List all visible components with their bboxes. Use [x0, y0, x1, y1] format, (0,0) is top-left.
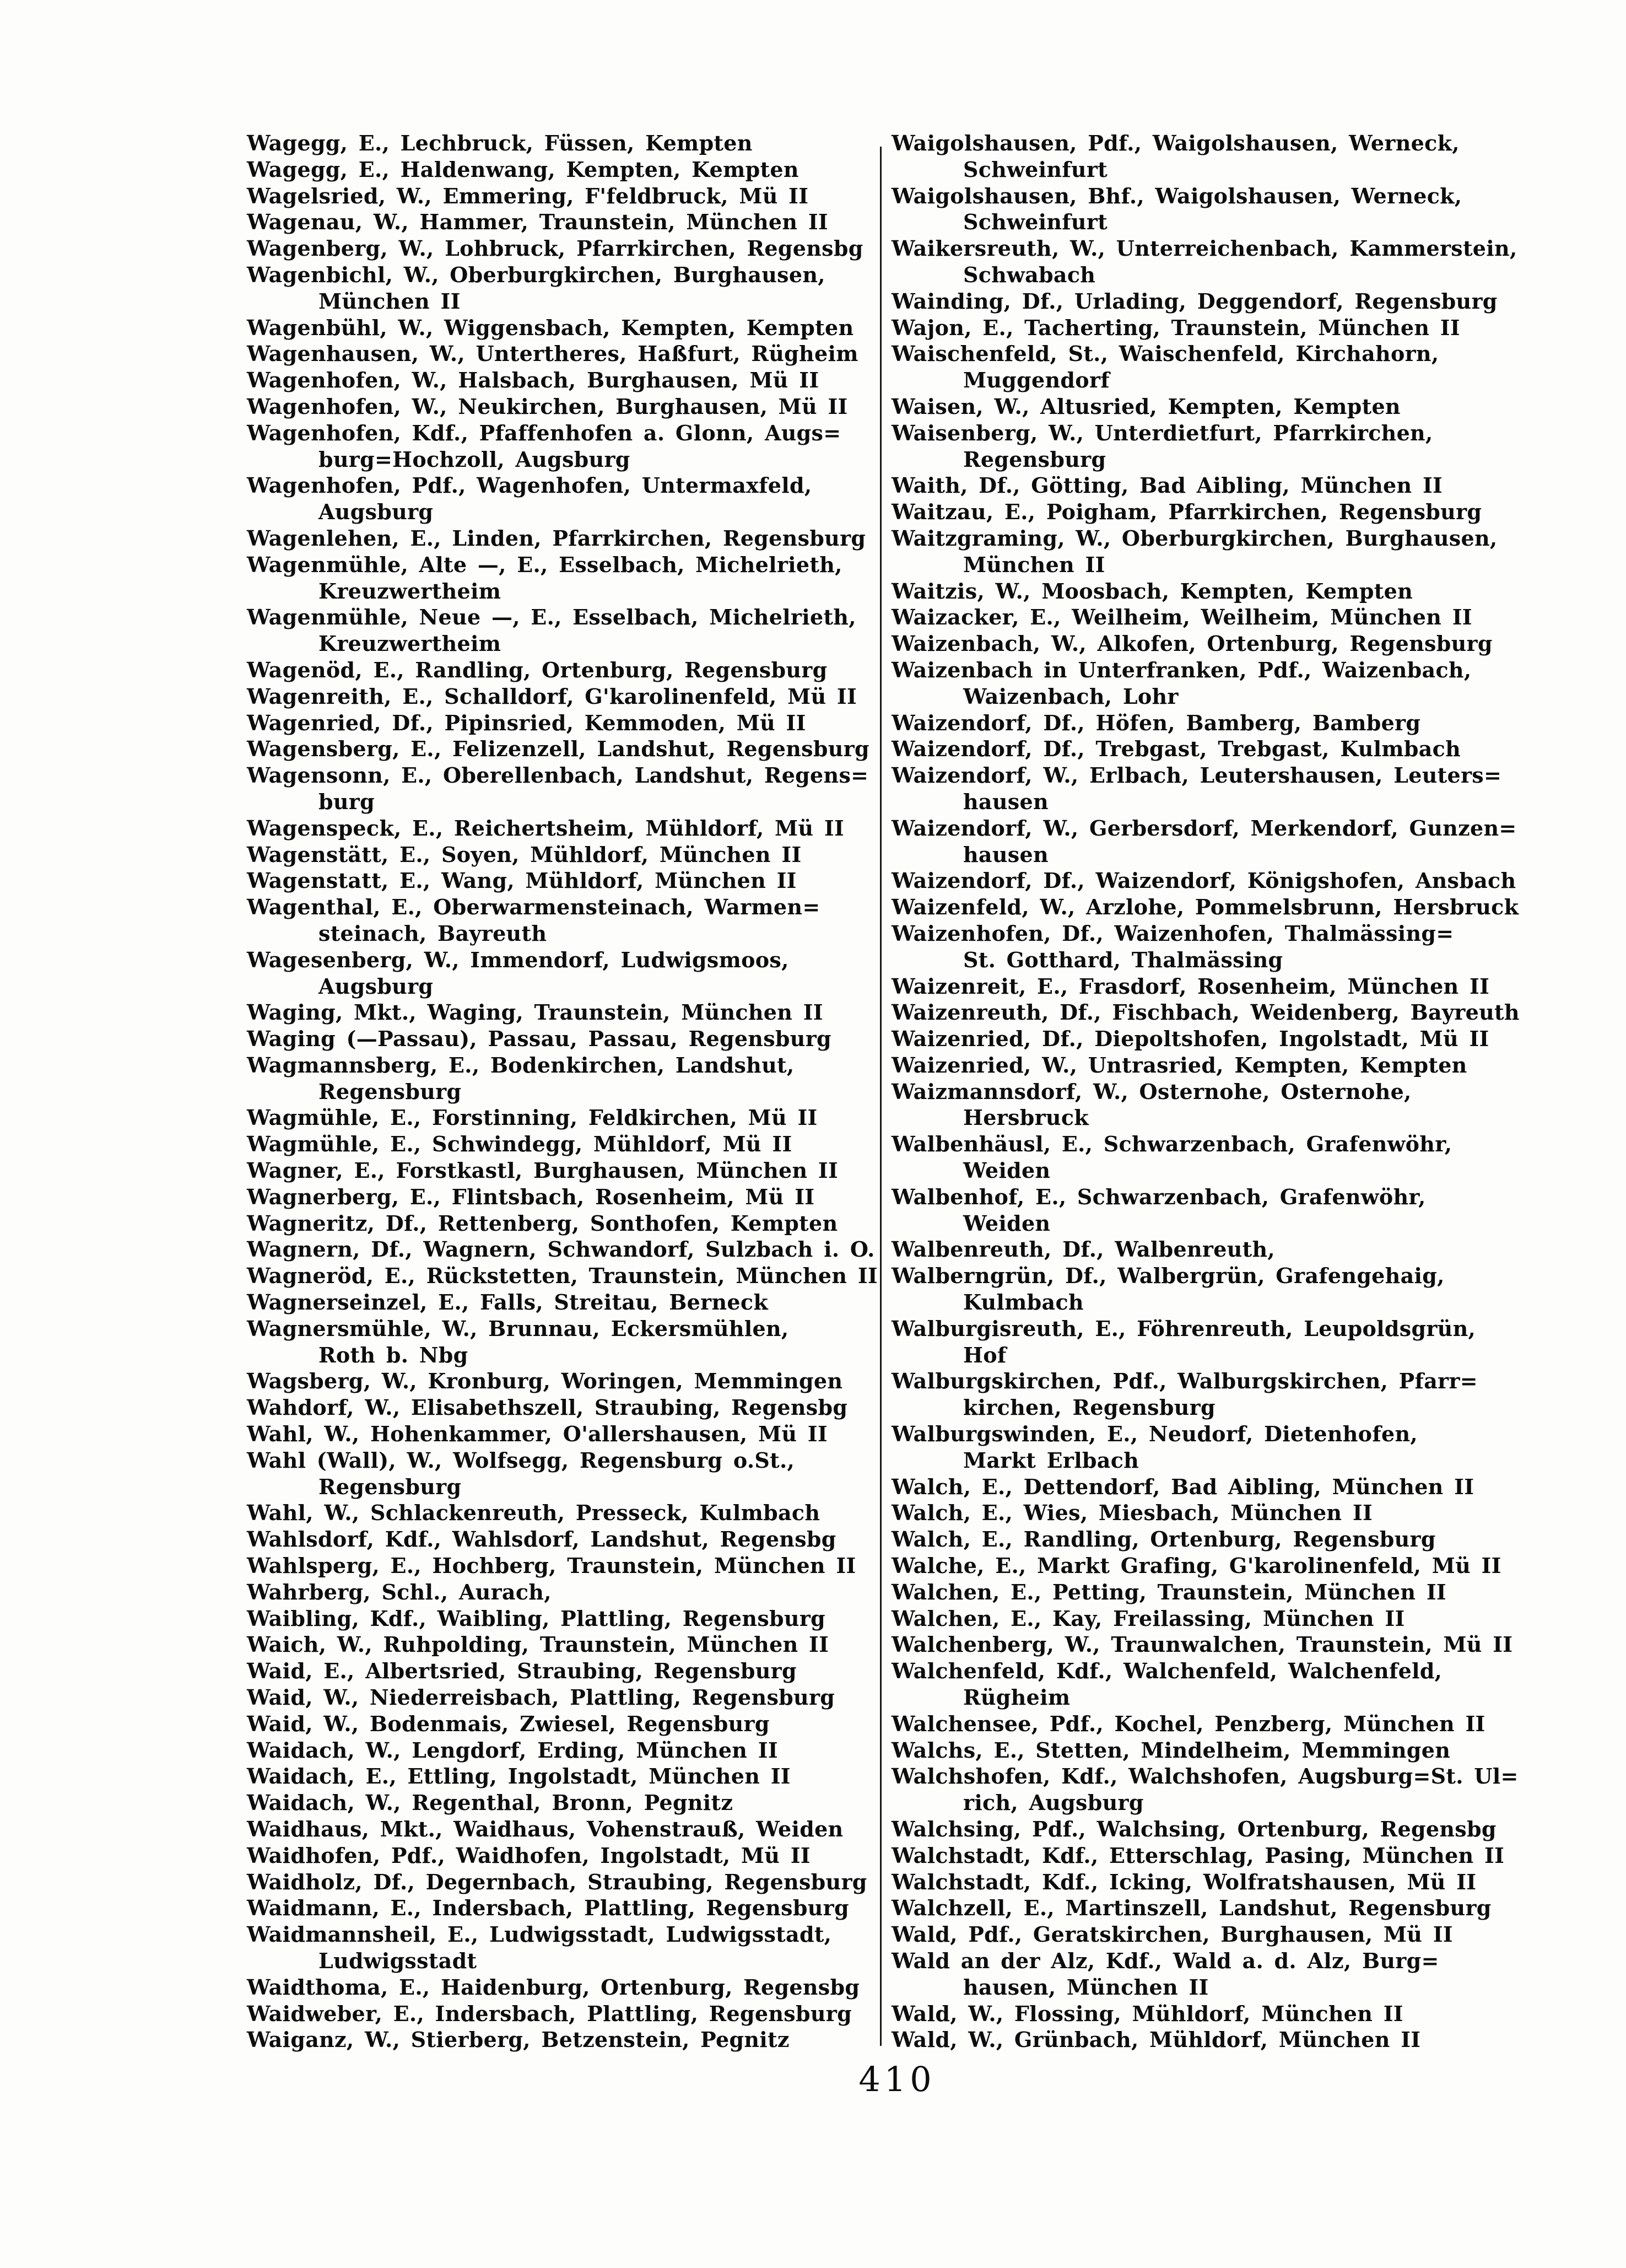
gazetteer-entry [247, 1553, 869, 1579]
gazetteer-entry [247, 420, 869, 473]
entry-first-line: Wagenau, W., Hammer, Traunstein, München II [247, 209, 828, 235]
entry-first-line: Walchstadt, Kdf., Etterschlag, Pasing, München II [892, 1843, 1505, 1868]
gazetteer-entry [247, 525, 869, 552]
entry-first-line: Walch, E., Wies, Miesbach, München II [892, 1500, 1373, 1526]
entry-first-line: Wald, W., Grünbach, Mühldorf, München II [892, 2027, 1421, 2052]
gazetteer-entry [247, 1895, 869, 1921]
entry-first-line: Wahl (Wall), W., Wolfsegg, Regensburg o.St., [247, 1447, 795, 1473]
gazetteer-entry [892, 1763, 1602, 1816]
gazetteer-entry [892, 1368, 1602, 1421]
entry-first-line: Wagelsried, W., Emmering, F'feldbruck, Mü II [247, 183, 809, 208]
entry-first-line: Waischenfeld, St., Waischenfeld, Kirchahorn, [892, 341, 1439, 367]
gazetteer-entry [892, 1631, 1602, 1658]
gazetteer-entry [247, 1816, 869, 1843]
entry-first-line: Wagenspeck, E., Reichertsheim, Mühldorf, Mü II [247, 815, 845, 841]
entry-first-line: Waid, W., Niederreisbach, Plattling, Regensburg [247, 1685, 835, 1710]
gazetteer-entry [892, 894, 1602, 920]
entry-first-line: Wagenlehen, E., Linden, Pfarrkirchen, Regensburg [247, 525, 866, 551]
entry-first-line: Walburgisreuth, E., Föhrenreuth, Leupoldsgrün, [892, 1316, 1476, 1341]
entry-continuation-line: rich, Augsburg [963, 1790, 1144, 1816]
entry-continuation-line: Schwabach [963, 262, 1096, 287]
entry-first-line: Waitzis, W., Moosbach, Kempten, Kempten [892, 578, 1413, 604]
entry-continuation-line: Waizenbach, Lohr [963, 683, 1179, 709]
entry-first-line: Wagnersmühle, W., Brunnau, Eckersmühlen, [247, 1316, 789, 1341]
entry-first-line: Waidhofen, Pdf., Waidhofen, Ingolstadt, Mü II [247, 1843, 811, 1868]
entry-continuation-line: Roth b. Nbg [318, 1342, 468, 1367]
entry-continuation-line: Regensburg [318, 1079, 462, 1104]
gazetteer-entry [892, 288, 1602, 315]
gazetteer-entry [892, 2001, 1602, 2027]
entry-first-line: Waizenried, W., Untrasried, Kempten, Kempten [892, 1052, 1467, 1078]
gazetteer-entry [247, 394, 869, 420]
entry-first-line: Walbenhof, E., Schwarzenbach, Grafenwöhr, [892, 1184, 1426, 1209]
entry-first-line: Waidmann, E., Indersbach, Plattling, Regensburg [247, 1895, 849, 1921]
gazetteer-entry [892, 1658, 1602, 1711]
gazetteer-entry [247, 130, 869, 157]
entry-first-line: Wagenhofen, Kdf., Pfaffenhofen a. Glonn, Augs= [247, 420, 841, 445]
entry-continuation-line: Augsburg [318, 499, 434, 525]
entry-continuation-line: kirchen, Regensburg [963, 1395, 1216, 1420]
entry-first-line: Waibling, Kdf., Waibling, Plattling, Regensburg [247, 1606, 826, 1631]
entry-first-line: Wagenhofen, W., Halsbach, Burghausen, Mü II [247, 368, 819, 393]
entry-first-line: Waizendorf, W., Erlbach, Leutershausen, Leuters= [892, 763, 1502, 788]
gazetteer-entry [247, 1157, 869, 1184]
gazetteer-entry [892, 1553, 1602, 1579]
entry-first-line: Waizacker, E., Weilheim, Weilheim, München II [892, 605, 1472, 630]
entry-continuation-line: Weiden [963, 1210, 1051, 1236]
gazetteer-entry [247, 157, 869, 183]
gazetteer-entry [247, 947, 869, 1000]
entry-first-line: Wagmannsberg, E., Bodenkirchen, Landshut, [247, 1052, 795, 1078]
gazetteer-entry [247, 604, 869, 657]
gazetteer-entry [247, 367, 869, 394]
gazetteer-entry [892, 1500, 1602, 1526]
gazetteer-entry [892, 762, 1602, 815]
gazetteer-entry [892, 1474, 1602, 1500]
entry-first-line: Wagenberg, W., Lohbruck, Pfarrkirchen, Regensbg [247, 236, 863, 261]
entry-first-line: Wagneritz, Df., Rettenberg, Sonthofen, Kempten [247, 1210, 838, 1236]
gazetteer-entry [247, 315, 869, 341]
gazetteer-entry [892, 710, 1602, 736]
entry-continuation-line: hausen [963, 842, 1049, 867]
entry-first-line: Wagner, E., Forstkastl, Burghausen, München II [247, 1158, 839, 1183]
entry-continuation-line: Kreuzwertheim [318, 631, 501, 656]
gazetteer-entry [892, 1263, 1602, 1316]
entry-first-line: Waizenfeld, W., Arzlohe, Pommelsbrunn, Hersbruck [892, 895, 1519, 920]
right-column [892, 130, 1602, 2053]
entry-first-line: Wagnerberg, E., Flintsbach, Rosenheim, Mü II [247, 1184, 815, 1209]
entry-first-line: Wagsberg, W., Kronburg, Woringen, Memmingen [247, 1369, 843, 1394]
entry-first-line: Waizmannsdorf, W., Osternohe, Osternohe, [892, 1079, 1412, 1104]
entry-first-line: Waisen, W., Altusried, Kempten, Kempten [892, 394, 1401, 419]
entry-first-line: Waizendorf, Df., Höfen, Bamberg, Bamberg [892, 710, 1421, 735]
gazetteer-entry [892, 973, 1602, 1000]
gazetteer-entry [247, 1658, 869, 1684]
gazetteer-entry [892, 1184, 1602, 1237]
entry-continuation-line: Regensburg [318, 1474, 462, 1499]
gazetteer-entry [247, 1790, 869, 1816]
entry-first-line: Waid, E., Albertsried, Straubing, Regensburg [247, 1658, 797, 1684]
gazetteer-entry [892, 341, 1602, 394]
gazetteer-entry [892, 1421, 1602, 1474]
gazetteer-entry [247, 235, 869, 262]
entry-first-line: Wagensberg, E., Felizenzell, Landshut, Regensburg [247, 736, 869, 762]
entry-first-line: Wagenreith, E., Schalldorf, G'karolinenfeld, Mü II [247, 683, 857, 709]
gazetteer-entry [247, 1316, 869, 1369]
left-column [247, 130, 878, 2053]
entry-first-line: Walche, E., Markt Grafing, G'karolinenfeld, Mü II [892, 1553, 1501, 1579]
column-divider-line [880, 147, 882, 2046]
gazetteer-entry [892, 1737, 1602, 1764]
gazetteer-entry [247, 710, 869, 736]
entry-first-line: Waitzgraming, W., Oberburgkirchen, Burghausen, [892, 525, 1498, 551]
gazetteer-entry [892, 525, 1602, 578]
gazetteer-entry [247, 868, 869, 894]
entry-continuation-line: Kulmbach [963, 1290, 1084, 1315]
page-number: 410 [858, 2059, 936, 2099]
entry-first-line: Waiganz, W., Stierberg, Betzenstein, Pegnitz [247, 2027, 790, 2052]
gazetteer-entry [892, 2027, 1602, 2053]
gazetteer-entry [247, 999, 869, 1026]
entry-first-line: Wahlsperg, E., Hochberg, Traunstein, München II [247, 1553, 856, 1579]
gazetteer-entry [247, 472, 869, 525]
entry-first-line: Wagenhofen, Pdf., Wagenhofen, Untermaxfeld, [247, 473, 812, 498]
gazetteer-entry [892, 1869, 1602, 1895]
gazetteer-entry [892, 183, 1602, 236]
entry-first-line: Walchstadt, Kdf., Icking, Wolfratshausen, Mü II [892, 1869, 1477, 1894]
entry-first-line: Waidach, W., Regenthal, Bronn, Pegnitz [247, 1790, 733, 1816]
gazetteer-entry [247, 1105, 869, 1131]
gazetteer-entry [892, 472, 1602, 499]
gazetteer-entry [247, 657, 869, 683]
entry-first-line: Wagenthal, E., Oberwarmensteinach, Warmen= [247, 895, 820, 920]
entry-first-line: Wagenbichl, W., Oberburgkirchen, Burghausen, [247, 262, 825, 287]
entry-continuation-line: Schweinfurt [963, 209, 1108, 235]
entry-continuation-line: Muggendorf [963, 368, 1110, 393]
entry-first-line: Walbenreuth, Df., Walbenreuth, [892, 1237, 1275, 1262]
gazetteer-entry [892, 1236, 1602, 1263]
entry-first-line: Wajon, E., Tacherting, Traunstein, München II [892, 315, 1460, 340]
entry-first-line: Waizendorf, Df., Trebgast, Trebgast, Kulmbach [892, 736, 1461, 762]
entry-first-line: Waging (—Passau), Passau, Passau, Regensburg [247, 1026, 831, 1052]
entry-first-line: Waidhaus, Mkt., Waidhaus, Vohenstrauß, Weiden [247, 1817, 844, 1841]
gazetteer-entry [892, 1316, 1602, 1369]
entry-first-line: Waizenreuth, Df., Fischbach, Weidenberg, Bayreuth [892, 1000, 1520, 1025]
gazetteer-entry [892, 1843, 1602, 1869]
entry-first-line: Wagnern, Df., Wagnern, Schwandorf, Sulzbach i. O. [247, 1237, 875, 1262]
entry-first-line: Walchen, E., Petting, Traunstein, München II [892, 1579, 1446, 1604]
gazetteer-entry [247, 262, 869, 315]
entry-first-line: Walchzell, E., Martinszell, Landshut, Regensburg [892, 1895, 1492, 1921]
entry-first-line: Waidmannsheil, E., Ludwigsstadt, Ludwigsstadt, [247, 1922, 832, 1947]
gazetteer-entry [892, 1052, 1602, 1079]
gazetteer-entry [247, 842, 869, 868]
entry-first-line: Waidweber, E., Indersbach, Plattling, Regensburg [247, 2001, 852, 2026]
entry-first-line: Wagneröd, E., Rückstetten, Traunstein, München II [247, 1263, 878, 1289]
entry-continuation-line: Schweinfurt [963, 157, 1108, 182]
entry-first-line: Waigolshausen, Pdf., Waigolshausen, Werneck, [892, 131, 1460, 155]
entry-first-line: Wahrberg, Schl., Aurach, [247, 1579, 552, 1604]
entry-first-line: Waigolshausen, Bhf., Waigolshausen, Werneck, [892, 183, 1462, 208]
entry-continuation-line: burg=Hochzoll, Augsburg [318, 446, 630, 472]
entry-first-line: Walchensee, Pdf., Kochel, Penzberg, München II [892, 1711, 1485, 1736]
entry-first-line: Waich, W., Ruhpolding, Traunstein, München II [247, 1632, 829, 1657]
gazetteer-entry [247, 1131, 869, 1157]
gazetteer-entry [892, 1026, 1602, 1052]
entry-first-line: Waizendorf, Df., Waizendorf, Königshofen, Ansbach [892, 868, 1516, 893]
entry-continuation-line: Markt Erlbach [963, 1447, 1139, 1473]
entry-first-line: Waidholz, Df., Degernbach, Straubing, Regensburg [247, 1869, 867, 1894]
entry-first-line: Waitzau, E., Poigham, Pfarrkirchen, Regensburg [892, 499, 1482, 525]
gazetteer-entry [892, 1526, 1602, 1553]
entry-first-line: Wainding, Df., Urlading, Deggendorf, Regensburg [892, 288, 1498, 314]
gazetteer-entry [892, 1921, 1602, 1948]
gazetteer-entry [892, 999, 1602, 1026]
entry-first-line: Wagensonn, E., Oberellenbach, Landshut, Regens= [247, 763, 869, 788]
gazetteer-entry [247, 2027, 869, 2053]
gazetteer-entry [247, 815, 869, 842]
entry-first-line: Walchshofen, Kdf., Walchshofen, Augsburg=St. Ul= [892, 1764, 1519, 1789]
gazetteer-entry [892, 1579, 1602, 1606]
gazetteer-entry [892, 604, 1602, 631]
entry-first-line: Wagenöd, E., Randling, Ortenburg, Regensburg [247, 657, 828, 682]
entry-first-line: Wahlsdorf, Kdf., Wahlsdorf, Landshut, Regensbg [247, 1527, 836, 1552]
gazetteer-entry [247, 1052, 869, 1105]
gazetteer-entry [247, 1606, 869, 1632]
gazetteer-entry [892, 499, 1602, 525]
entry-first-line: Walburgskirchen, Pdf., Walburgskirchen, Pfarr= [892, 1369, 1478, 1394]
entry-first-line: Wagenmühle, Alte —, E., Esselbach, Michelrieth, [247, 552, 842, 577]
gazetteer-entry [892, 736, 1602, 762]
gazetteer-entry [247, 1843, 869, 1869]
gazetteer-entry [892, 420, 1602, 473]
gazetteer-entry [247, 1526, 869, 1553]
entry-first-line: Walchsing, Pdf., Walchsing, Ortenburg, Regensbg [892, 1817, 1497, 1841]
gazetteer-entry [892, 1711, 1602, 1737]
entry-continuation-line: Kreuzwertheim [318, 578, 501, 604]
entry-continuation-line: Rügheim [963, 1685, 1071, 1710]
gazetteer-entry [892, 1131, 1602, 1184]
entry-first-line: Waikersreuth, W., Unterreichenbach, Kammerstein, [892, 236, 1517, 261]
entry-first-line: Wagesenberg, W., Immendorf, Ludwigsmoos, [247, 947, 789, 972]
entry-continuation-line: burg [318, 789, 375, 814]
entry-first-line: Wagegg, E., Lechbruck, Füssen, Kempten [247, 131, 753, 155]
gazetteer-entry [247, 1974, 869, 2001]
gazetteer-entry [247, 683, 869, 710]
gazetteer-entry [247, 1236, 875, 1263]
entry-first-line: Wald, W., Flossing, Mühldorf, München II [892, 2001, 1403, 2026]
entry-first-line: Waizenhofen, Df., Waizenhofen, Thalmässing= [892, 920, 1454, 946]
entry-first-line: Waidach, E., Ettling, Ingolstadt, München II [247, 1764, 791, 1789]
entry-first-line: Wagenbühl, W., Wiggensbach, Kempten, Kempten [247, 315, 854, 340]
entry-first-line: Wagnerseinzel, E., Falls, Streitau, Berneck [247, 1290, 768, 1315]
gazetteer-entry [247, 1210, 869, 1237]
entry-first-line: Wagenstätt, E., Soyen, Mühldorf, München II [247, 842, 802, 867]
gazetteer-entry [892, 1079, 1602, 1132]
gazetteer-entry [247, 762, 869, 815]
gazetteer-entry [892, 235, 1602, 288]
entry-first-line: Walbenhäusl, E., Schwarzenbach, Grafenwöhr, [892, 1132, 1452, 1157]
gazetteer-entry [892, 578, 1602, 605]
gazetteer-entry [892, 1895, 1602, 1921]
gazetteer-entry [892, 631, 1602, 657]
entry-continuation-line: Hersbruck [963, 1105, 1089, 1130]
gazetteer-entry [247, 1394, 869, 1421]
entry-first-line: Walchen, E., Kay, Freilassing, München II [892, 1606, 1405, 1631]
gazetteer-entry [247, 1579, 869, 1606]
entry-first-line: Waisenberg, W., Unterdietfurt, Pfarrkirchen, [892, 420, 1433, 445]
entry-first-line: Walberngrün, Df., Walbergrün, Grafengehaig, [892, 1263, 1445, 1289]
entry-first-line: Waizenbach, W., Alkofen, Ortenburg, Regensburg [892, 631, 1493, 656]
entry-continuation-line: München II [963, 552, 1105, 577]
entry-first-line: Wahdorf, W., Elisabethszell, Straubing, Regensbg [247, 1395, 848, 1420]
gazetteer-entry [247, 1631, 869, 1658]
gazetteer-entry [247, 341, 869, 367]
entry-first-line: Waging, Mkt., Waging, Traunstein, München II [247, 1000, 823, 1025]
entry-continuation-line: steinach, Bayreuth [318, 920, 547, 946]
entry-first-line: Waid, W., Bodenmais, Zwiesel, Regensburg [247, 1711, 770, 1736]
entry-first-line: Waizenreit, E., Frasdorf, Rosenheim, München II [892, 973, 1490, 999]
gazetteer-entry [247, 1921, 869, 1974]
gazetteer-entry [247, 1184, 869, 1210]
entry-first-line: Walch, E., Dettendorf, Bad Aibling, München II [892, 1474, 1474, 1499]
gazetteer-entry [247, 183, 869, 209]
entry-continuation-line: Regensburg [963, 446, 1106, 472]
entry-first-line: Walchenfeld, Kdf., Walchenfeld, Walchenfeld, [892, 1658, 1443, 1684]
gazetteer-entry [892, 815, 1602, 868]
gazetteer-entry [247, 1368, 869, 1394]
gazetteer-entry [892, 130, 1602, 183]
entry-continuation-line: hausen, München II [963, 1974, 1209, 2000]
entry-first-line: Wagmühle, E., Forstinning, Feldkirchen, Mü II [247, 1105, 818, 1130]
gazetteer-entry [892, 868, 1602, 894]
gazetteer-entry [247, 736, 869, 762]
entry-first-line: Waizenbach in Unterfranken, Pdf., Waizenbach, [892, 657, 1472, 682]
gazetteer-entry [247, 1263, 878, 1289]
gazetteer-entry [892, 1948, 1602, 2001]
entry-continuation-line: München II [318, 288, 461, 314]
entry-first-line: Wahl, W., Schlackenreuth, Presseck, Kulmbach [247, 1500, 820, 1526]
gazetteer-entry [892, 657, 1602, 710]
entry-continuation-line: Weiden [963, 1158, 1051, 1183]
gazetteer-entry [247, 1500, 869, 1526]
entry-continuation-line: hausen [963, 789, 1049, 814]
gazetteer-entry [892, 1606, 1602, 1632]
gazetteer-entry [247, 1763, 869, 1790]
entry-first-line: Waizenried, Df., Diepoltshofen, Ingolstadt, Mü II [892, 1026, 1489, 1052]
entry-first-line: Wahl, W., Hohenkammer, O'allershausen, Mü II [247, 1421, 828, 1447]
gazetteer-entry [892, 1816, 1602, 1843]
entry-first-line: Waith, Df., Götting, Bad Aibling, München II [892, 473, 1443, 498]
entry-first-line: Wagegg, E., Haldenwang, Kempten, Kempten [247, 157, 799, 182]
gazetteer-entry [247, 552, 869, 605]
entry-first-line: Waizendorf, W., Gerbersdorf, Merkendorf, Gunzen= [892, 815, 1517, 841]
gazetteer-entry [247, 1289, 869, 1316]
entry-first-line: Wagenried, Df., Pipinsried, Kemmoden, Mü II [247, 710, 806, 735]
entry-first-line: Wald, Pdf., Geratskirchen, Burghausen, Mü II [892, 1922, 1453, 1947]
gazetteer-entry [247, 1737, 869, 1764]
gazetteer-entry [247, 1869, 869, 1895]
entry-first-line: Wald an der Alz, Kdf., Wald a. d. Alz, Burg= [892, 1948, 1439, 1973]
entry-first-line: Wagenmühle, Neue —, E., Esselbach, Michelrieth, [247, 605, 856, 630]
gazetteer-entry [247, 1447, 869, 1500]
entry-continuation-line: St. Gotthard, Thalmässing [963, 947, 1283, 972]
gazetteer-entry [247, 209, 869, 235]
entry-first-line: Waidthoma, E., Haidenburg, Ortenburg, Regensbg [247, 1974, 860, 2000]
gazetteer-entry [247, 2001, 869, 2027]
gazetteer-entry [247, 1421, 869, 1447]
entry-first-line: Wagenhofen, W., Neukirchen, Burghausen, Mü II [247, 394, 848, 419]
entry-continuation-line: Hof [963, 1342, 1007, 1367]
entry-first-line: Walchenberg, W., Traunwalchen, Traunstein, Mü II [892, 1632, 1513, 1657]
entry-continuation-line: Augsburg [318, 973, 434, 999]
entry-first-line: Walch, E., Randling, Ortenburg, Regensburg [892, 1527, 1436, 1552]
entry-first-line: Wagmühle, E., Schwindegg, Mühldorf, Mü II [247, 1132, 792, 1157]
gazetteer-entry [892, 315, 1602, 341]
entry-first-line: Walburgswinden, E., Neudorf, Dietenhofen, [892, 1421, 1418, 1447]
gazetteer-entry [247, 1711, 869, 1737]
entry-first-line: Wagenhausen, W., Untertheres, Haßfurt, Rügheim [247, 341, 858, 367]
gazetteer-entry [247, 1684, 869, 1711]
gazetteer-entry [247, 1026, 869, 1052]
entry-first-line: Waidach, W., Lengdorf, Erding, München II [247, 1737, 778, 1763]
gazetteer-entry [892, 920, 1602, 973]
gazetteer-entry [247, 894, 869, 947]
entry-continuation-line: Ludwigsstadt [318, 1948, 477, 1973]
gazetteer-entry [892, 394, 1602, 420]
entry-first-line: Walchs, E., Stetten, Mindelheim, Memmingen [892, 1737, 1451, 1763]
entry-first-line: Wagenstatt, E., Wang, Mühldorf, München II [247, 868, 797, 893]
